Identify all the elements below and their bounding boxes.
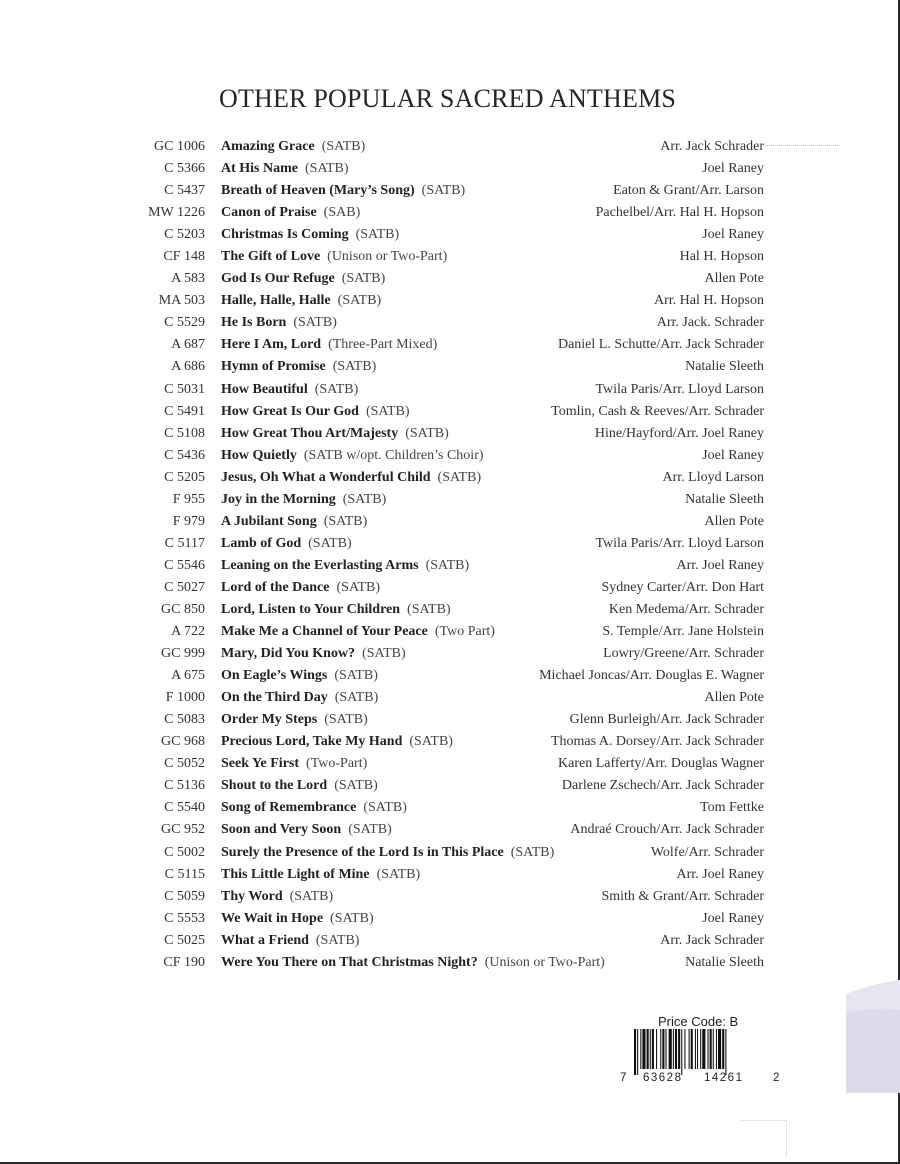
anthem-title: How Beautiful	[221, 381, 308, 397]
barcode-bar	[637, 1029, 638, 1075]
anthem-title-cell	[221, 599, 451, 621]
anthem-voicing: (SATB)	[365, 403, 410, 419]
anthem-arranger: Daniel L. Schutte/Arr. Jack Schrader	[557, 337, 764, 353]
anthem-code: MW 1226	[148, 205, 205, 221]
anthem-arranger: Twila Paris/Arr. Lloyd Larson	[595, 381, 764, 397]
anthem-code: A 722	[171, 624, 205, 640]
anthem-arranger: Tomlin, Cash & Reeves/Arr. Schrader	[551, 403, 764, 419]
anthem-title: Lamb of God	[221, 535, 302, 551]
anthem-voicing: (Unison or Two-Part)	[327, 249, 448, 265]
anthem-code: C 5083	[164, 712, 205, 728]
anthem-row	[0, 687, 900, 709]
anthem-title-cell	[221, 886, 333, 908]
barcode-bar	[691, 1029, 693, 1069]
anthem-title: Song of Remembrance	[221, 800, 357, 816]
anthem-row	[0, 952, 900, 974]
anthem-arranger: Natalie Sleeth	[685, 491, 764, 507]
anthem-title: Mary, Did You Know?	[221, 646, 356, 662]
barcode-bar	[650, 1029, 651, 1069]
anthem-code: A 675	[171, 668, 205, 684]
anthem-voicing: (SATB)	[330, 910, 374, 926]
anthem-arranger: Thomas A. Dorsey/Arr. Jack Schrader	[550, 734, 764, 750]
anthem-title: Amazing Grace	[221, 139, 315, 154]
anthem-arranger: Arr. Jack Schrader	[660, 139, 764, 154]
anthem-title: On Eagle’s Wings	[221, 668, 328, 684]
anthem-code: C 5052	[164, 756, 205, 772]
anthem-voicing: (SATB)	[324, 712, 368, 728]
anthem-voicing: (SATB)	[425, 557, 470, 573]
anthem-arranger: Arr. Hal H. Hopson	[653, 293, 764, 309]
anthem-voicing: (SATB)	[332, 359, 377, 375]
anthem-title: The Gift of Love	[221, 249, 321, 265]
anthem-row	[0, 511, 900, 533]
barcode-bar	[718, 1029, 721, 1069]
anthem-arranger: Arr. Joel Raney	[676, 557, 764, 573]
anthem-title-cell	[221, 445, 484, 467]
anthem-title-cell	[221, 379, 358, 401]
anthem-title-cell	[221, 797, 407, 819]
anthem-title-cell	[221, 334, 437, 356]
anthem-voicing: (SATB)	[334, 668, 378, 684]
anthem-title-cell	[221, 467, 481, 489]
anthem-arranger: Arr. Jack Schrader	[660, 932, 764, 948]
anthem-arranger: Glenn Burleigh/Arr. Jack Schrader	[569, 712, 764, 728]
anthem-code: GC 999	[161, 646, 205, 662]
anthem-arranger: Arr. Lloyd Larson	[662, 469, 764, 485]
anthem-arranger: Joel Raney	[702, 161, 764, 177]
anthem-title: Lord, Listen to Your Children	[221, 601, 401, 617]
anthem-code: GC 850	[161, 601, 205, 617]
barcode-right-digits: 14261	[704, 1072, 744, 1084]
anthem-voicing: (SATB)	[421, 183, 466, 199]
anthem-title-cell	[221, 356, 376, 378]
anthem-voicing: (SATB)	[337, 293, 382, 309]
barcode-bar	[684, 1029, 685, 1069]
anthem-row	[0, 731, 900, 753]
anthem-voicing: (Two-Part)	[306, 756, 368, 772]
anthem-code: F 979	[172, 513, 205, 529]
anthem-code: MA 503	[158, 293, 205, 309]
anthem-voicing: (SATB w/opt. Children’s Choir)	[303, 447, 484, 463]
anthem-voicing: (Three-Part Mixed)	[328, 337, 438, 353]
anthem-arranger: Allen Pote	[704, 271, 764, 287]
anthem-code: C 5117	[164, 535, 205, 551]
barcode-bar	[716, 1029, 717, 1069]
anthem-code: C 5491	[164, 403, 205, 419]
barcode-bar	[681, 1029, 682, 1075]
anthem-arranger: Joel Raney	[702, 227, 764, 243]
anthem-row	[0, 180, 900, 202]
barcode-bar	[708, 1029, 709, 1069]
anthem-title: How Great Is Our God	[221, 403, 359, 419]
anthem-title: God Is Our Refuge	[221, 271, 335, 287]
barcode-bar	[673, 1029, 674, 1069]
anthem-code: C 5553	[164, 910, 205, 926]
anthem-code: CF 148	[163, 249, 205, 265]
anthem-row	[0, 577, 900, 599]
anthem-row	[0, 356, 900, 378]
anthem-title-cell	[221, 930, 359, 952]
anthem-title-cell	[221, 753, 367, 775]
anthem-code: C 5025	[164, 932, 205, 948]
anthem-code: C 5437	[164, 183, 205, 199]
anthem-title-cell	[221, 819, 392, 841]
anthem-code: A 583	[171, 271, 205, 287]
anthem-code: CF 190	[163, 954, 205, 970]
anthem-code: GC 952	[161, 822, 205, 838]
anthem-arranger: Smith & Grant/Arr. Schrader	[601, 888, 764, 904]
anthem-row	[0, 864, 900, 886]
page-tab-decoration	[842, 980, 900, 1093]
barcode-bar	[656, 1029, 657, 1069]
anthem-code: C 5546	[164, 557, 205, 573]
anthem-title: He Is Born	[221, 315, 287, 331]
anthem-title: Jesus, Oh What a Wonderful Child	[221, 469, 431, 485]
anthem-arranger: Pachelbel/Arr. Hal H. Hopson	[595, 205, 764, 221]
anthem-voicing: (SATB)	[348, 822, 392, 838]
anthem-voicing: (Two Part)	[434, 624, 495, 640]
anthem-arranger: Eaton & Grant/Arr. Larson	[613, 183, 764, 199]
anthem-row	[0, 268, 900, 290]
barcode-bar	[678, 1029, 680, 1069]
barcode-bar	[675, 1029, 677, 1069]
barcode-check-digit: 2	[773, 1072, 780, 1084]
anthem-arranger: Arr. Jack. Schrader	[656, 315, 764, 331]
anthem-arranger: Wolfe/Arr. Schrader	[650, 844, 764, 860]
anthem-voicing: (SATB)	[336, 579, 381, 595]
anthem-row	[0, 886, 900, 908]
barcode	[632, 1029, 772, 1075]
anthem-row	[0, 158, 900, 180]
anthem-code: C 5203	[164, 227, 205, 243]
anthem-title-cell	[221, 312, 337, 334]
anthem-voicing: (SATB)	[334, 778, 378, 794]
anthem-title: Make Me a Channel of Your Peace	[221, 624, 428, 640]
anthem-title-cell	[221, 665, 378, 687]
barcode-bar	[697, 1029, 698, 1069]
anthem-row	[0, 599, 900, 621]
anthem-arranger: Hine/Hayford/Arr. Joel Raney	[594, 425, 764, 441]
anthem-row	[0, 246, 900, 268]
anthem-voicing: (SATB)	[321, 139, 366, 154]
anthem-code: GC 968	[161, 734, 205, 750]
anthem-title-cell	[221, 533, 352, 555]
anthem-arranger: Allen Pote	[704, 690, 764, 706]
anthem-title-cell	[221, 224, 399, 246]
anthem-title-cell	[221, 775, 378, 797]
anthem-row	[0, 467, 900, 489]
anthem-voicing: (SATB)	[308, 535, 352, 551]
anthem-title-cell	[221, 731, 453, 753]
anthem-title: Were You There on That Christmas Night?	[221, 954, 478, 970]
anthem-title: How Great Thou Art/Majesty	[221, 425, 399, 441]
anthem-voicing: (SATB)	[363, 800, 407, 816]
anthem-row	[0, 224, 900, 246]
anthem-voicing: (SATB)	[305, 161, 349, 177]
anthem-row	[0, 290, 900, 312]
anthem-title: Shout to the Lord	[221, 778, 328, 794]
anthem-code: F 955	[172, 491, 205, 507]
anthem-voicing: (SATB)	[334, 690, 379, 706]
anthem-voicing: (SATB)	[409, 734, 453, 750]
anthem-title-cell	[221, 864, 420, 886]
barcode-bar	[700, 1029, 701, 1069]
anthem-code: C 5002	[164, 844, 205, 860]
anthem-voicing: (SATB)	[342, 491, 387, 507]
anthem-code: C 5136	[164, 778, 205, 794]
anthem-voicing: (SATB)	[341, 271, 386, 287]
anthem-voicing: (SATB)	[376, 866, 421, 882]
anthem-row	[0, 489, 900, 511]
anthem-code: F 1000	[165, 690, 205, 706]
anthem-arranger: Joel Raney	[702, 447, 764, 463]
anthem-title: Lord of the Dance	[221, 579, 330, 595]
anthem-voicing: (SATB)	[405, 425, 449, 441]
anthem-title: What a Friend	[221, 932, 309, 948]
anthem-row	[0, 401, 900, 423]
anthem-code: GC 1006	[154, 139, 205, 154]
anthem-arranger: Joel Raney	[702, 910, 764, 926]
anthem-code: A 686	[171, 359, 205, 375]
barcode-bar	[669, 1029, 672, 1069]
price-code: Price Code: B	[658, 1014, 739, 1029]
anthem-title: Seek Ye First	[221, 756, 300, 772]
anthem-title: Order My Steps	[221, 712, 318, 728]
anthem-arranger: S. Temple/Arr. Jane Holstein	[602, 624, 764, 640]
barcode-bar	[689, 1029, 690, 1069]
barcode-bar	[642, 1029, 645, 1069]
anthem-arranger: Darlene Zschech/Arr. Jack Schrader	[561, 778, 764, 794]
anthem-code: C 5436	[164, 447, 205, 463]
anthem-code: C 5115	[164, 866, 205, 882]
anthem-arranger: Tom Fettke	[700, 800, 764, 816]
anthem-title: Halle, Halle, Halle	[221, 293, 331, 309]
anthem-title: Christmas Is Coming	[221, 227, 349, 243]
anthem-title: Soon and Very Soon	[221, 822, 342, 838]
anthem-row	[0, 379, 900, 401]
anthem-row	[0, 842, 900, 864]
barcode-bar	[634, 1029, 636, 1075]
anthem-row	[0, 753, 900, 775]
anthem-voicing: (SATB)	[323, 513, 368, 529]
anthem-row	[0, 312, 900, 334]
anthem-arranger: Allen Pote	[704, 513, 764, 529]
barcode-bar	[660, 1029, 661, 1069]
anthem-row	[0, 930, 900, 952]
anthem-arranger: Sydney Carter/Arr. Don Hart	[601, 579, 764, 595]
anthem-row	[0, 643, 900, 665]
anthem-title-cell	[221, 555, 469, 577]
anthem-title: How Quietly	[221, 447, 297, 463]
anthem-row	[0, 621, 900, 643]
anthem-code: C 5366	[164, 161, 205, 177]
anthem-row	[0, 202, 900, 224]
anthem-row	[0, 908, 900, 930]
anthem-row	[0, 533, 900, 555]
barcode-left-digits: 63628	[643, 1072, 683, 1084]
anthem-title-cell	[221, 842, 554, 864]
anthem-title: Joy in the Morning	[221, 491, 336, 507]
anthem-arranger: Michael Joncas/Arr. Douglas E. Wagner	[539, 668, 764, 684]
anthem-code: C 5540	[164, 800, 205, 816]
anthem-row	[0, 334, 900, 356]
anthem-voicing: (SATB)	[314, 381, 359, 397]
anthem-title-cell	[221, 643, 406, 665]
anthem-title-cell	[221, 246, 447, 268]
anthem-row	[0, 136, 900, 158]
anthem-title-cell	[221, 290, 381, 312]
anthem-arranger: Arr. Joel Raney	[676, 866, 764, 882]
anthem-code: A 687	[171, 337, 205, 353]
anthem-title-cell	[221, 489, 386, 511]
anthem-code: C 5027	[164, 579, 205, 595]
anthem-title: Surely the Presence of the Lord Is in This Place	[221, 844, 504, 860]
anthem-row	[0, 775, 900, 797]
anthem-title: We Wait in Hope	[221, 910, 324, 926]
barcode-bar	[666, 1029, 667, 1069]
anthem-voicing: (SATB)	[362, 646, 406, 662]
anthem-title: This Little Light of Mine	[221, 866, 370, 882]
anthem-title: Here I Am, Lord	[221, 337, 322, 353]
anthem-title-cell	[221, 908, 374, 930]
anthem-title-cell	[221, 158, 349, 180]
anthem-title-cell	[221, 952, 605, 974]
anthem-code: C 5529	[164, 315, 205, 331]
anthem-title-cell	[221, 268, 385, 290]
anthem-title: Precious Lord, Take My Hand	[221, 734, 403, 750]
anthem-title-cell	[221, 687, 378, 709]
barcode-bar	[713, 1029, 714, 1069]
anthem-title-cell	[221, 136, 365, 158]
anthem-row	[0, 555, 900, 577]
anthem-title: At His Name	[221, 161, 298, 177]
anthem-voicing: (SATB)	[407, 601, 451, 617]
anthem-row	[0, 797, 900, 819]
anthem-code: C 5031	[164, 381, 205, 397]
anthem-title: Canon of Praise	[221, 205, 317, 221]
anthem-code: C 5205	[164, 469, 205, 485]
anthem-title-cell	[221, 709, 368, 731]
anthem-voicing: (SATB)	[293, 315, 337, 331]
anthem-list	[0, 136, 900, 974]
anthem-arranger: Natalie Sleeth	[685, 359, 764, 375]
anthem-row	[0, 665, 900, 687]
anthem-arranger: Twila Paris/Arr. Lloyd Larson	[595, 535, 764, 551]
anthem-title: On the Third Day	[221, 690, 328, 706]
barcode-bar	[695, 1029, 696, 1069]
anthem-voicing: (SATB)	[437, 469, 482, 485]
anthem-voicing: (Unison or Two-Part)	[484, 954, 605, 970]
anthem-arranger: Lowry/Greene/Arr. Schrader	[603, 646, 764, 662]
anthem-title-cell	[221, 621, 495, 643]
barcode-bar	[647, 1029, 649, 1069]
anthem-title-cell	[221, 423, 449, 445]
anthem-title: A Jubilant Song	[221, 513, 317, 529]
anthem-voicing: (SAB)	[323, 205, 361, 221]
anthem-title: Leaning on the Everlasting Arms	[221, 557, 419, 573]
barcode-bar	[640, 1029, 641, 1069]
anthem-title-cell	[221, 401, 410, 423]
anthem-arranger: Natalie Sleeth	[685, 954, 764, 970]
anthem-title: Thy Word	[221, 888, 283, 904]
anthem-row	[0, 819, 900, 841]
anthem-title-cell	[221, 202, 360, 224]
barcode-lead-digit: 7	[620, 1072, 627, 1084]
anthem-arranger: Andraé Crouch/Arr. Jack Schrader	[570, 822, 764, 838]
anthem-title-cell	[221, 511, 367, 533]
anthem-title: Breath of Heaven (Mary’s Song)	[221, 183, 415, 199]
barcode-bar	[725, 1029, 726, 1075]
anthem-arranger: Karen Lafferty/Arr. Douglas Wagner	[558, 756, 764, 772]
anthem-row	[0, 423, 900, 445]
anthem-arranger: Ken Medema/Arr. Schrader	[608, 601, 764, 617]
anthem-voicing: (SATB)	[315, 932, 360, 948]
barcode-bar	[702, 1029, 705, 1069]
barcode-bar	[722, 1029, 724, 1069]
anthem-row	[0, 445, 900, 467]
anthem-row	[0, 709, 900, 731]
barcode-bar	[652, 1029, 654, 1069]
anthem-title: Hymn of Promise	[221, 359, 326, 375]
anthem-arranger: Hal H. Hopson	[679, 249, 764, 265]
anthem-code: C 5108	[164, 425, 205, 441]
anthem-voicing: (SATB)	[510, 844, 555, 860]
anthem-voicing: (SATB)	[289, 888, 334, 904]
anthem-voicing: (SATB)	[355, 227, 400, 243]
page-title: OTHER POPULAR SACRED ANTHEMS	[219, 84, 677, 113]
anthem-code: C 5059	[164, 888, 205, 904]
crop-mark	[740, 1120, 787, 1157]
barcode-bar	[662, 1029, 664, 1069]
anthem-title-cell	[221, 180, 465, 202]
barcode-bar	[710, 1029, 712, 1069]
anthem-title-cell	[221, 577, 380, 599]
